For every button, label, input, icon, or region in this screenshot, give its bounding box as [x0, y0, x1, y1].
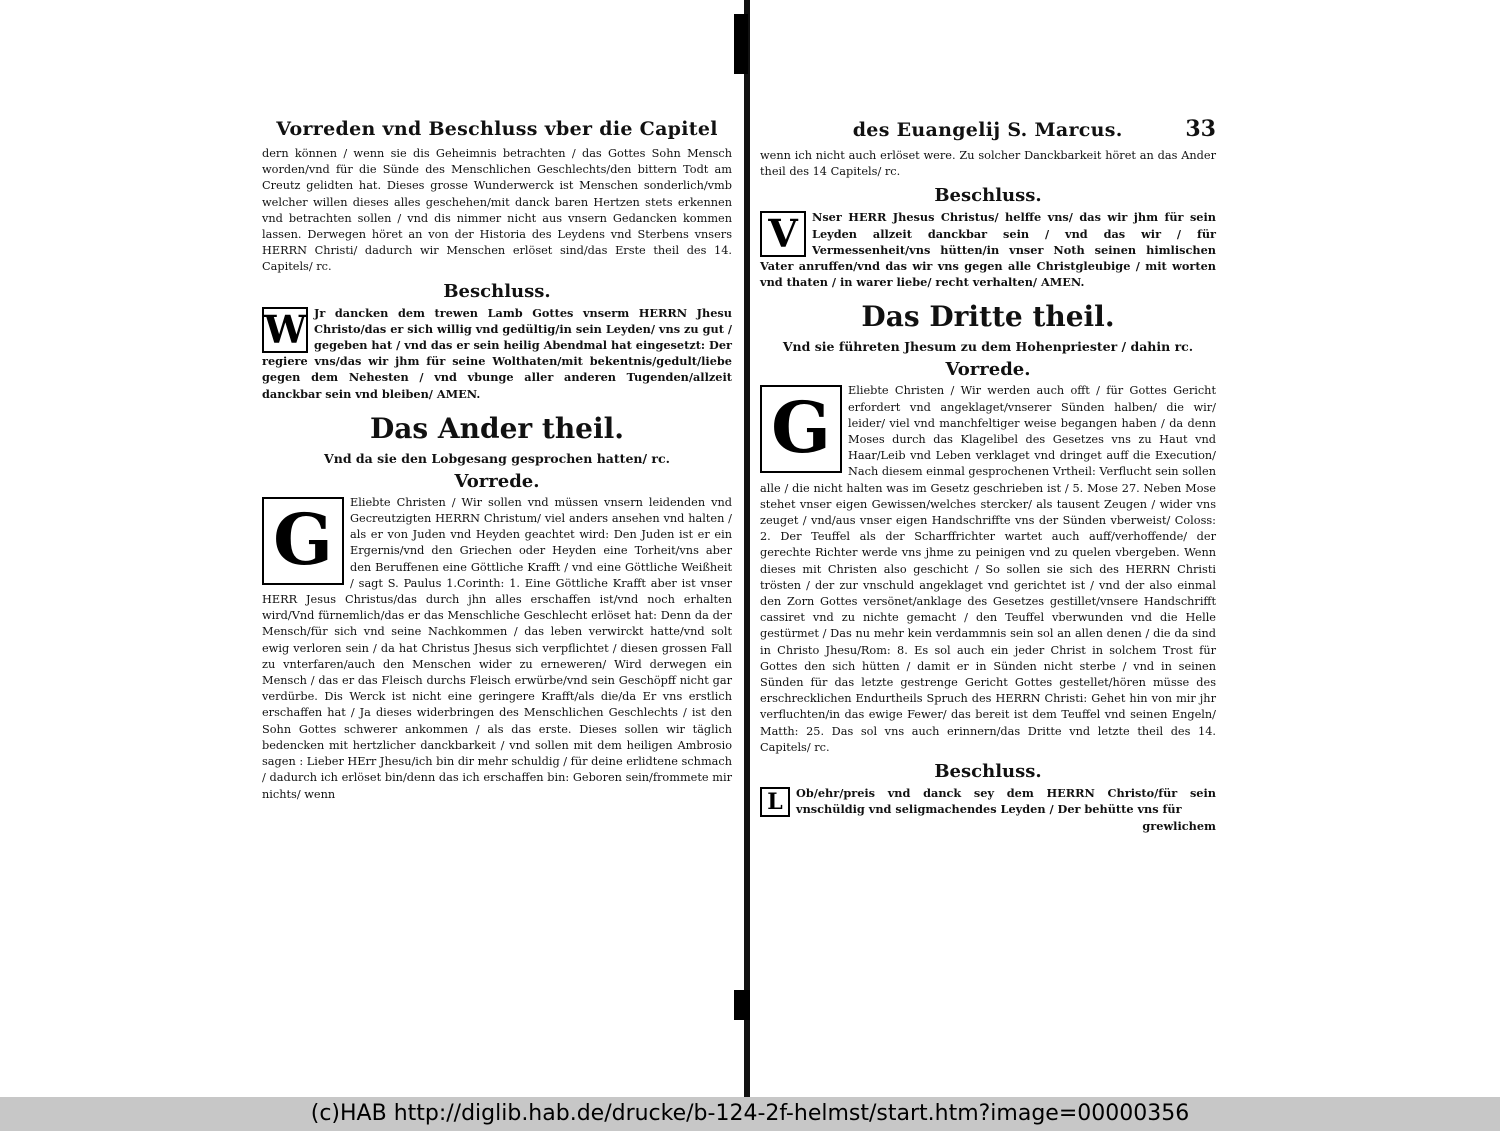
catchword: grewlichem	[1142, 818, 1216, 833]
right-beschluss-text: Nser HERR Jhesus Christus/ helffe vns/ das wir jhm für sein Leyden allzeit danckbar sein / vnd das wir / für Vermessenheit/vns hütten/in vnser Noth seinen himlischen Vater anruffen/vnd das wir vns gegen alle Christgleubige / mit worten vnd thaten / in warer liebe/ recht verhalten/ AMEN.	[760, 210, 1216, 290]
drop-cap-initial: W	[264, 306, 307, 352]
right-vorrede-title: Vorrede.	[945, 359, 1031, 381]
copyright-footer: (c)HAB http://diglib.hab.de/drucke/b-124-2f-helmst/start.htm?image=00000356	[0, 1097, 1500, 1131]
drop-cap-initial: V	[760, 211, 806, 257]
left-vorrede-text: Eliebte Christen / Wir sollen vnd müssen vnsern leidenden vnd Gecreutzigten HERRN Christum/ viel anders ansehen vnd halten / als er von Juden vnd Heyden geachtet wird: Den Juden ist er ein Ergernis/vnd den Griechen oder Heyden eine Torheit/vns aber den Beruffenen eine Göttliche Krafft / vnd eine Göttliche Weißheit / sagt S. Paulus 1.Corinth: 1. Eine Göttliche Krafft aber ist vnser HERR Jesus Christus/das durch jhn alles erschaffen ist/vnd noch erhalten wird/Vnd fürnemlich/das er das Menschliche Geschlecht erlöset hat: Denn da der Mensch/für sich vnd seine Nachkommen / das leben verwirckt hatte/vnd solt ewig verloren sein / da hat Christus Jhesus sich verpflichtet / diesen grossen Fall zu vnterfaren/auch den Menschen wider zu erneweren/ Wird derwegen ein Mensch / das er das Fleisch durchs Fleisch erwürbe/vnd sein Geschöpff nicht gar verdürbe. Dis Werck ist nicht eine geringere Krafft/als die/da Er vns erstlich erschaffen hat / Ja dieses widerbringen des Menschlichen Geschlechts / ist den Sohn Gottes schwerer ankommen / als das erste. Dieses sollen wir täglich bedencken mit hertzlicher danckbarkeit / vnd sollen mit dem heiligen Ambrosio sagen : Lieber HErr Jhesu/ich bin dir mehr schuldig / für deine erlidtene schmach / dadurch ich erlöset bin/denn das ich erschaffen bin: Geboren sein/frommete mir nichts/ wenn	[262, 495, 732, 801]
left-vorrede-title: Vorrede.	[454, 470, 540, 492]
right-part-title: Das Dritte theil.	[861, 300, 1115, 334]
page-number: 33	[1185, 116, 1216, 142]
page-gutter	[744, 0, 750, 1097]
left-part-subtitle: Vnd da sie den Lobgesang gesprochen hatten/ rc.	[324, 450, 670, 466]
right-beschluss-2-paragraph	[760, 785, 1216, 817]
drop-cap-initial: L	[760, 787, 790, 817]
left-beschluss-title: Beschluss.	[443, 280, 551, 302]
gutter-mark-bottom	[734, 990, 750, 1020]
right-beschluss-paragraph	[760, 209, 1216, 290]
ornamental-initial: G	[262, 497, 344, 585]
right-intro-text: wenn ich nicht auch erlöset were. Zu solcher Danckbarkeit höret an das Ander theil des 14 Capitels/ rc.	[760, 149, 1216, 179]
right-page	[760, 116, 1216, 834]
left-vorrede-paragraph	[262, 495, 732, 803]
ornamental-initial: G	[760, 385, 842, 473]
left-page	[262, 118, 732, 803]
right-beschluss-title: Beschluss.	[934, 185, 1042, 207]
right-running-head: des Euangelij S. Marcus.	[852, 119, 1123, 141]
left-intro-text: dern können / wenn sie dis Geheimnis betrachten / das Gottes Sohn Mensch worden/vnd für die Sünde des Menschlichen Geschlechts/den bittern Todt am Creutz gelidten hat. Dieses grosse Wunderwerck ist Menschen sonderlich/vmb welcher willen dieses alles geschehen/mit danck baren Hertzen stets erkennen vnd betrachten sollen / vnd dis nimmer nicht aus vnsern Gedancken kommen lassen. Derwegen höret an von der Historia des Leydens vnd Sterbens vnsers HERRN Christi/ dadurch wir Menschen erlöset sind/das Erste theil des 14. Capitels/ rc.	[262, 147, 732, 274]
left-beschluss-paragraph	[262, 305, 732, 402]
right-vorrede-text: Eliebte Christen / Wir werden auch offt / für Gottes Gericht erfordert vnd angeklaget/vnserer Sünden halben/ die wir/ leider/ viel vnd manchfeltiger weise begangen haben / da denn Moses durch das Klagelibel des Gesetzes vns zu Haut vnd Haar/Leib vnd Leben verklaget vnd dringet auff die Execution/ Nach diesem einmal gesprochenen Vrtheil: Verflucht sein sollen alle / die nicht halten was im Gesetz geschrieben ist / 5. Mose 27. Neben Mose stehet vnser eigen Gewissen/welches stercker/ als tausent Zeugen / wider vns zeuget / vnd/aus vnser eigen Handschriffte vns der Sünden vberweist/ Coloss: 2. Der Teuffel als der Scharffrichter wartet auch auff/verhoffende/ der gerechte Richter werde vns jhme zu peinigen vnd zu quelen vbergeben. Wenn dieses mit Christen also geschicht / So sollen sie sich des HERRN Christi trösten / der zur vnschuld angeklaget vnd gerichtet ist / vnd der also einmal den Zorn Gottes versönet/anklage des Gesetzes gestillet/vnsere Handschrifft cassiret vnd zu nichte gemacht / den Teuffel vberwunden vnd die Helle gestürmet / Das nu mehr kein verdammnis sein sol an allen denen / die da sind in Christo Jhesu/Rom: 8. Es sol auch ein jeder Christ in solchem Trost für Gottes den sich hütten / damit er in Sünden nicht sterbe / vnd in seinen Sünden für das letzte gestrenge Gericht Gottes gestellet/hören müsse des erschrecklichen Endurtheils Spruch des HERRN Christi: Gehet hin von mir jhr verfluchten/in das ewige Fewer/ das bereit ist dem Teuffel vnd seinen Engeln/ Matth: 25. Das sol vns auch erinnern/das Dritte vnd letzte theil des 14. Capitels/ rc.	[760, 384, 1216, 754]
left-part-title: Das Ander theil.	[369, 411, 625, 445]
right-beschluss-2-title: Beschluss.	[934, 761, 1042, 783]
left-running-head: Vorreden vnd Beschluss vber die Capitel	[276, 118, 718, 140]
right-part-subtitle: Vnd sie führeten Jhesum zu dem Hohenpriester / dahin rc.	[782, 339, 1194, 355]
left-beschluss-text: Jr dancken dem trewen Lamb Gottes vnserm HERRN Jhesu Christo/das er sich willig vnd gedültig/in sein Leyden/ vns zu gut / gegeben hat / vnd das er sein heilig Abendmal hat eingesetzt: Der regiere vns/das wir jhm für seine Wolthaten/mit bekentnis/gedult/liebe gegen dem Nehesten / vnd vbunge aller anderen Tugenden/allzeit danckbar sein vnd bleiben/ AMEN.	[262, 305, 732, 401]
right-header-row	[760, 116, 1216, 142]
right-beschluss-2-text: Ob/ehr/preis vnd danck sey dem HERRN Christo/für sein vnschüldig vnd seligmachendes Leyden / Der behütte vns für	[796, 786, 1216, 817]
gutter-mark-top	[734, 14, 748, 74]
right-vorrede-paragraph	[760, 383, 1216, 756]
